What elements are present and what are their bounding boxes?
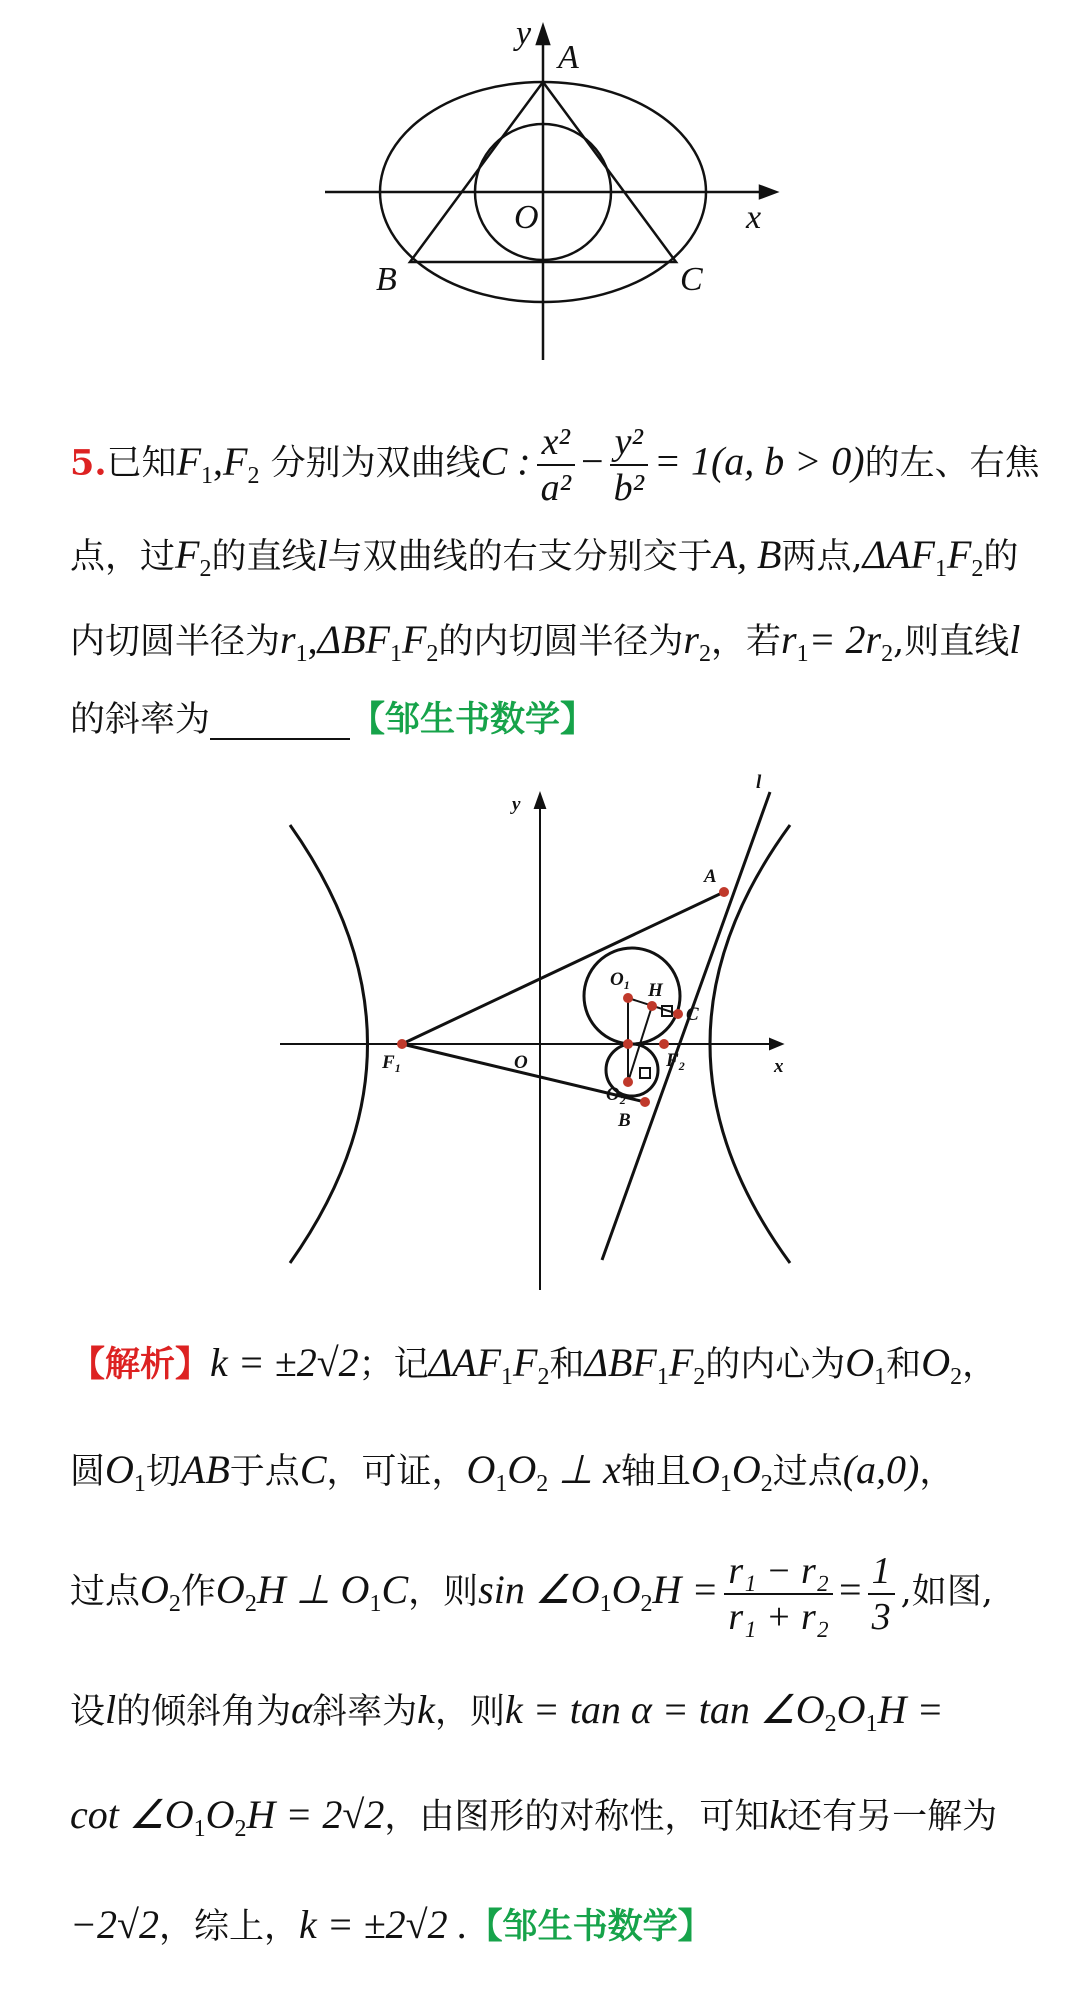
math-c: C xyxy=(299,1447,327,1492)
text: 点，过 xyxy=(70,537,176,577)
text: ，若 xyxy=(710,622,781,662)
source-tag: 【邹生书数学】 xyxy=(350,699,596,740)
comma: , xyxy=(307,617,318,662)
y-arrow xyxy=(537,26,549,44)
minus: − xyxy=(581,438,604,484)
y-arrow xyxy=(535,794,545,808)
text: 设 xyxy=(70,1692,106,1732)
math-o1o2: $O_1O_2$ ⊥ x xyxy=(466,1447,621,1497)
text: ，可证， xyxy=(326,1452,467,1492)
solution-line-2 xyxy=(70,1445,1040,1509)
solution-line-4 xyxy=(70,1685,1040,1749)
math-l: l xyxy=(1009,617,1021,662)
solution-line-1 xyxy=(70,1338,1040,1402)
solution-line-3 xyxy=(70,1545,1040,1638)
text: ，则 xyxy=(408,1572,479,1612)
solution-tag: 【解析】 xyxy=(70,1344,211,1385)
text: 的左、右焦 xyxy=(864,443,1040,484)
text: 和 xyxy=(549,1345,585,1385)
math-sin: $\sin \angle O_1O_2H$ = xyxy=(478,1567,719,1617)
text: ，综上， xyxy=(158,1907,299,1947)
text: 于点 xyxy=(229,1452,300,1492)
text: 内切圆半径为 xyxy=(70,622,281,662)
math-triangle-af1f2: $\Delta AF_1F_2$ xyxy=(862,532,984,582)
label-c: C xyxy=(680,261,703,298)
point-o1 xyxy=(623,993,633,1003)
equals: = xyxy=(839,1567,862,1612)
math-cot: $\cot \angle O_1O_2H = 2√2$ xyxy=(70,1792,385,1842)
math-k: k = ±2√2 xyxy=(210,1340,359,1385)
text: 与双曲线的右支分别交于 xyxy=(327,537,713,577)
solution-line-6 xyxy=(70,1900,1040,1952)
fraction-r: $\frac{\text{r₁ − r₂}}{\text{r₁ + r₂}}$ xyxy=(724,1549,833,1639)
right-angle-mark-f2 xyxy=(640,1068,650,1078)
text: ，则 xyxy=(434,1692,505,1732)
math-triangle: $\Delta AF_1F_2$ xyxy=(428,1340,550,1390)
math-o1: $O_1$ xyxy=(105,1447,146,1497)
label-y: y xyxy=(512,794,521,815)
problem-line-2 xyxy=(70,530,1040,594)
math-alpha: α xyxy=(291,1687,313,1732)
math-tan: $k = \tan \alpha = \tan \angle O_2O_1H$ = xyxy=(504,1687,944,1737)
problem-number: 5. xyxy=(70,442,107,484)
x-arrow xyxy=(760,186,776,198)
problem-line-4 xyxy=(70,695,1040,745)
comma: , xyxy=(213,438,223,484)
point-h xyxy=(647,1001,657,1011)
text: 的倾斜角为 xyxy=(116,1692,292,1732)
text: 的内心为 xyxy=(705,1345,846,1385)
point-origin-contact xyxy=(623,1039,633,1049)
answer-blank xyxy=(210,704,350,740)
label-a: A xyxy=(704,866,717,887)
math-l: l xyxy=(316,532,328,577)
text: 圆 xyxy=(70,1452,106,1492)
math-o2: $O_2$ xyxy=(140,1567,181,1617)
text: 作 xyxy=(180,1572,216,1612)
point-f1 xyxy=(397,1039,407,1049)
fraction-x2-a2: $\frac{\text{x²}}{\text{a²}}$ xyxy=(537,420,575,510)
problem-line-1 xyxy=(70,420,1040,509)
fraction-y2-b2: $\frac{\text{y²}}{\text{b²}}$ xyxy=(610,420,648,510)
math-final-k: k = ±2√2 . xyxy=(298,1902,468,1947)
label-c: C xyxy=(686,1004,699,1025)
text: 斜率为 xyxy=(312,1692,418,1732)
x-arrow xyxy=(770,1039,782,1049)
problem-line-3 xyxy=(70,615,1040,679)
solution-line-5 xyxy=(70,1790,1040,1854)
label-f2: $F_2$ xyxy=(666,1050,685,1073)
text: ， xyxy=(919,1452,955,1492)
math-o1: $O_1$ xyxy=(845,1340,887,1390)
figure-hyperbola xyxy=(0,770,1080,1310)
math-r1: $r_1$ xyxy=(280,617,308,667)
text: 的斜率为 xyxy=(70,700,211,740)
math-point: (a,0) xyxy=(842,1447,920,1492)
text: 已知 xyxy=(106,443,177,484)
math-ab: A, B xyxy=(712,532,782,577)
math-o1o2: $O_1O_2$ xyxy=(690,1447,773,1497)
text: ,则直线 xyxy=(893,622,1010,662)
math-f2: $F_2$ xyxy=(175,532,212,582)
text: 和 xyxy=(886,1345,922,1385)
text: ；记 xyxy=(358,1345,429,1385)
text: 的 xyxy=(983,537,1019,577)
point-c xyxy=(673,1009,683,1019)
text: ，由图形的对称性，可知 xyxy=(384,1797,770,1837)
source-tag: 【邹生书数学】 xyxy=(467,1906,713,1947)
math-l: l xyxy=(105,1687,117,1732)
text: ,如图, xyxy=(900,1572,993,1612)
label-b: B xyxy=(618,1110,631,1131)
math-neg-2sqrt2: −2√2 xyxy=(70,1902,159,1947)
label-o1: $O_1$ xyxy=(610,969,630,992)
text: 两点, xyxy=(781,537,863,577)
text: 分别为双曲线 xyxy=(270,443,481,484)
math-r2: $r_2$ xyxy=(683,617,711,667)
label-o: O xyxy=(514,199,539,236)
label-o2: $O_2$ xyxy=(606,1084,626,1107)
text: ， xyxy=(962,1345,998,1385)
text: 的直线 xyxy=(211,537,317,577)
label-o: O xyxy=(514,1052,528,1073)
math-triangle-bf1f2: $\Delta BF_1F_2$ xyxy=(317,617,439,667)
math-perp: $O_2H$ ⊥ $O_1C$ xyxy=(215,1567,409,1617)
math-equation: = 1(a, b > 0) xyxy=(653,438,865,484)
label-h: H xyxy=(648,980,663,1001)
figure-ellipse-triangle xyxy=(0,0,1080,380)
point-b xyxy=(640,1097,650,1107)
label-l: l xyxy=(756,772,762,793)
math-triangle: $\Delta BF_1F_2$ xyxy=(584,1340,706,1390)
point-o2 xyxy=(623,1077,633,1087)
text: 的内切圆半径为 xyxy=(438,622,684,662)
math-f2: $F_2$ xyxy=(223,438,260,489)
math-k: k xyxy=(769,1792,788,1837)
math-r1-eq-2r2: $r_1= 2r_2$ xyxy=(780,617,894,667)
label-y: y xyxy=(516,15,532,52)
text: 轴且 xyxy=(620,1452,691,1492)
segment-f1-a xyxy=(402,892,724,1044)
text: 切 xyxy=(145,1452,181,1492)
text: 过点 xyxy=(70,1572,141,1612)
math-k: k xyxy=(417,1687,435,1732)
point-a xyxy=(719,887,729,897)
point-f2 xyxy=(659,1039,669,1049)
math-o2: $O_2$ xyxy=(921,1340,963,1390)
label-b: B xyxy=(376,261,397,298)
text: 过点 xyxy=(772,1452,843,1492)
math-c: C : xyxy=(480,438,531,484)
label-a: A xyxy=(558,39,579,76)
fraction-one-third: $\frac{1}{3}$ xyxy=(868,1549,895,1639)
text: 还有另一解为 xyxy=(787,1797,998,1837)
label-f1: $F_1$ xyxy=(382,1052,401,1075)
label-x: x xyxy=(774,1056,784,1077)
math-ab: AB xyxy=(180,1447,230,1492)
math-f1: $F_1$ xyxy=(176,438,213,489)
label-x: x xyxy=(746,199,762,236)
